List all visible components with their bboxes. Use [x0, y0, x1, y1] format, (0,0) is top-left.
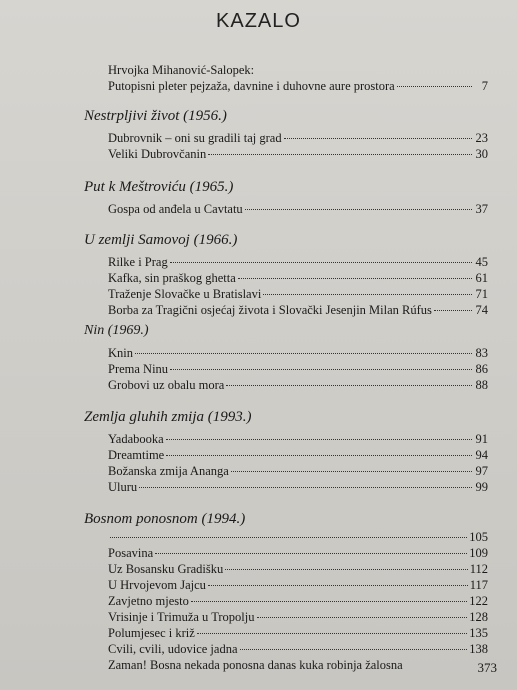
entry-page: 135 [469, 626, 488, 640]
entry-label: Prema Ninu [108, 362, 169, 376]
toc-entry [108, 609, 488, 625]
entry-page: 61 [475, 271, 488, 285]
entry-page: 94 [475, 448, 488, 462]
dot-leader [170, 262, 472, 263]
toc-entry [108, 146, 488, 162]
entry-page: 122 [469, 594, 488, 608]
dot-leader [208, 154, 472, 155]
entry-label: Polumjesec i križ [108, 626, 195, 640]
entry-label: Kafka, sin praškog ghetta [108, 271, 236, 285]
dot-leader [135, 353, 472, 354]
toc-entry [108, 254, 488, 270]
entry-label: U Hrvojevom Jajcu [108, 578, 206, 592]
intro-block [108, 62, 488, 94]
dot-leader [397, 86, 472, 87]
dot-leader [225, 569, 467, 570]
dot-leader [238, 278, 472, 279]
dot-leader [231, 471, 472, 472]
intro-author: Hrvojka Mihanović-Salopek: [108, 63, 255, 77]
toc-entry [108, 641, 488, 657]
section-title: Zemlja gluhih zmija (1993.) [84, 409, 252, 425]
toc-entry [108, 78, 488, 94]
toc-entry [108, 286, 488, 302]
entry-page: 109 [469, 546, 488, 560]
page-title: KAZALO [216, 10, 301, 32]
entry-page: 97 [475, 464, 488, 478]
entry-label: Dreamtime [108, 448, 165, 462]
entry-label: Dubrovnik – oni su gradili taj grad [108, 131, 282, 145]
entry-page: 138 [469, 642, 488, 656]
entry-page: 37 [475, 202, 488, 216]
entry-page: 91 [475, 432, 488, 446]
toc-entry [108, 545, 488, 561]
entry-label: Borba za Tragični osjećaj života i Slovački Jesenjin Milan Rúfus [108, 303, 432, 317]
dot-leader [257, 617, 468, 618]
toc-section [84, 177, 488, 217]
dot-leader [197, 633, 467, 634]
page-number: 373 [477, 660, 497, 675]
dot-leader [240, 649, 468, 650]
entry-label: Traženje Slovačke u Bratislavi [108, 287, 262, 301]
entry-label: Gospa od anđela u Cavtatu [108, 202, 243, 216]
toc-entry [108, 130, 488, 146]
entry-label: Uz Bosansku Gradišku [108, 562, 224, 576]
toc-entry [108, 431, 488, 447]
entry-page: 105 [469, 530, 488, 544]
entry-label: Cvili, cvili, udovice jadna [108, 642, 238, 656]
entry-page: 23 [475, 131, 488, 145]
entry-page: 112 [469, 562, 488, 576]
toc-entry [108, 377, 488, 393]
entry-page: 88 [475, 378, 488, 392]
entry-label: Božanska zmija Ananga [108, 464, 229, 478]
dot-leader [284, 138, 472, 139]
toc-entry [108, 463, 488, 479]
entry-page: 86 [475, 362, 488, 376]
dot-leader [263, 294, 472, 295]
entry-label: Vrisinje i Trimuža u Tropolju [108, 610, 255, 624]
toc-entry [108, 201, 488, 217]
section-title: Bosnom ponosnom (1994.) [84, 511, 246, 527]
dot-leader [170, 369, 472, 370]
section-title: Put k Meštroviću (1965.) [84, 179, 234, 195]
entry-page: 7 [481, 79, 488, 93]
dot-leader [191, 601, 467, 602]
toc-entry [108, 561, 488, 577]
entry-page: 71 [475, 287, 488, 301]
entry-label: Rilke i Prag [108, 255, 168, 269]
toc-entry [108, 447, 488, 463]
toc-entry [108, 270, 488, 286]
entry-page: 45 [475, 255, 488, 269]
entry-label: Putopisni pleter pejzaža, davnine i duhovne aure prostora [108, 79, 395, 93]
toc-entry [108, 657, 488, 673]
dot-leader [208, 585, 468, 586]
entry-label: Uluru [108, 480, 138, 494]
toc-section [84, 106, 488, 162]
entry-page: 30 [475, 147, 488, 161]
toc-entry [108, 479, 488, 495]
toc-section [84, 321, 488, 393]
toc-section [84, 407, 488, 495]
entry-page: 99 [475, 480, 488, 494]
entry-page: 128 [469, 610, 488, 624]
section-title: U zemlji Samovoj (1966.) [84, 232, 238, 248]
entry-label: Zavjetno mjesto [108, 594, 189, 608]
toc-entry [108, 593, 488, 609]
entry-label: Knin [108, 346, 133, 360]
entry-label: Veliki Dubrovčanin [108, 147, 207, 161]
entry-label: Yadabooka [108, 432, 164, 446]
toc-entry [108, 625, 488, 641]
entry-page: 117 [469, 578, 488, 592]
section-title: Nin (1969.) [84, 323, 149, 338]
toc-entry [108, 577, 488, 593]
toc-entry [108, 361, 488, 377]
dot-leader [110, 537, 467, 538]
toc-entry [108, 302, 488, 318]
dot-leader [245, 209, 472, 210]
section-title: Nestrpljivi život (1956.) [84, 108, 227, 124]
dot-leader [166, 439, 472, 440]
toc-section [84, 230, 488, 318]
entry-label: Zaman! Bosna nekada ponosna danas kuka robinja žalosna [108, 658, 403, 672]
toc-entry [108, 529, 488, 545]
entry-label: Grobovi uz obalu mora [108, 378, 225, 392]
dot-leader [139, 487, 472, 488]
dot-leader [155, 553, 467, 554]
dot-leader [434, 310, 472, 311]
dot-leader [226, 385, 472, 386]
entry-page: 83 [475, 346, 488, 360]
dot-leader [166, 455, 472, 456]
toc-entry [108, 345, 488, 361]
entry-page: 74 [475, 303, 488, 317]
entry-label: Posavina [108, 546, 154, 560]
toc-section [84, 509, 488, 673]
